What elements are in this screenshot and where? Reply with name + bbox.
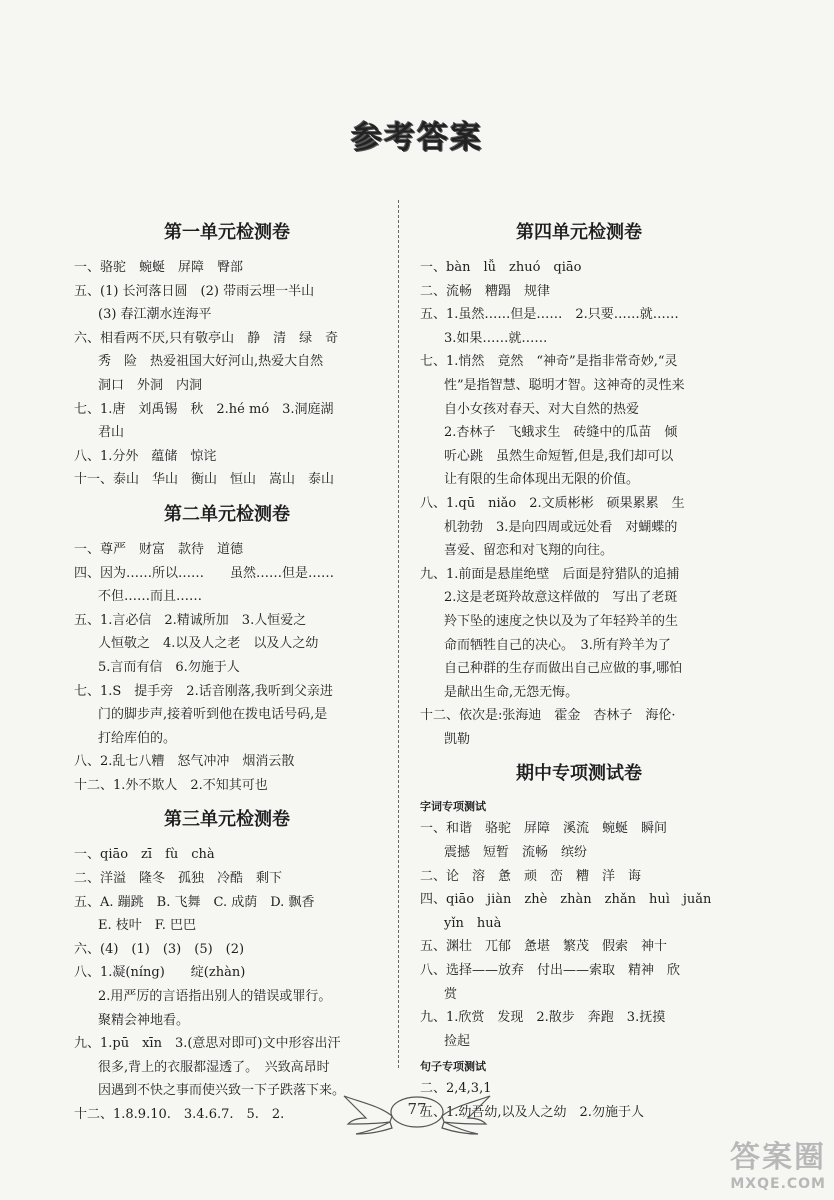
- answer-line: 性”是指智慧、聪明才智。这神奇的灵性来: [444, 377, 685, 393]
- answer-line: 四、因为……所以…… 虽然……但是……: [74, 565, 335, 581]
- answer-line: 门的脚步声,接着听到他在拨电话号码,是: [98, 707, 328, 723]
- page-number: 77: [407, 1100, 427, 1118]
- answer-line: 四、qiāo jiàn zhè zhàn zhǎn huì juǎn: [420, 892, 712, 908]
- page-number-ornament: [0, 1088, 834, 1138]
- right-column: [420, 210, 738, 1125]
- page-title: 参考答案: [351, 120, 483, 156]
- answer-line: 震撼 短暂 流畅 缤纷: [444, 845, 588, 861]
- answer-line: 自小女孩对春天、对大自然的热爱: [444, 401, 640, 417]
- answer-line: 五、(1) 长河落日圆 (2) 带雨云埋一半山: [74, 283, 315, 299]
- answer-line: 二、流畅 糟蹋 规律: [420, 283, 551, 299]
- answer-line: 秀 险 热爱祖国大好河山,热爱大自然: [98, 354, 324, 370]
- answer-line: 洞口 外洞 内洞: [98, 377, 203, 393]
- answer-line: 命而牺牲自己的决心。 3.所有羚羊为了: [444, 637, 671, 653]
- answer-line: 机勃勃 3.是向四周或远处看 对蝴蝶的: [444, 519, 678, 535]
- answer-line: 七、1.悄然 竟然 “神奇”是指非常奇妙,“灵: [420, 354, 678, 370]
- answer-line: 二、2,4,3,1: [420, 1081, 492, 1097]
- section-heading: 第二单元检测卷: [164, 503, 290, 525]
- answer-line: 十一、泰山 华山 衡山 恒山 嵩山 泰山: [74, 472, 335, 488]
- answer-line: 不但……而且……: [98, 589, 203, 605]
- answer-line: 很多,背上的衣服都湿透了。 兴致高昂时: [98, 1059, 330, 1075]
- left-column: [74, 210, 380, 1127]
- subsection-heading: 句子专项测试: [420, 1060, 486, 1074]
- answer-line: 八、选择——放弃 付出——索取 精神 欣: [420, 963, 681, 979]
- answer-line: 3.如果……就……: [444, 330, 548, 346]
- section-heading: 第三单元检测卷: [164, 809, 290, 831]
- answer-line: 君山: [98, 425, 125, 441]
- answer-line: 2.杏林子 飞蛾求生 砖缝中的瓜苗 倾: [444, 425, 678, 441]
- answer-line: 聚精会神地看。: [98, 1012, 190, 1028]
- answer-line: 五、渊壮 兀郁 惫堪 繁茂 假索 神十: [420, 939, 668, 955]
- answer-line: 九、1.前面是悬崖绝壁 后面是狩猎队的追捕: [420, 566, 680, 582]
- answer-line: 一、尊严 财富 款待 道德: [74, 541, 244, 557]
- answer-line: 因遇到不快之事而使兴致一下子跌落下来。: [98, 1083, 346, 1099]
- answer-line: yǐn huà: [444, 915, 502, 931]
- section-heading: 期中专项测试卷: [516, 763, 642, 785]
- answer-line: 二、洋溢 隆冬 孤独 冷酷 剩下: [74, 871, 283, 887]
- answer-line: 六、(4) (1) (3) (5) (2): [74, 941, 245, 957]
- watermark-main: 答案圈: [730, 1140, 826, 1175]
- answer-line: 五、1.虽然……但是…… 2.只要……就……: [420, 307, 679, 323]
- answer-line: (3) 春江潮水连海平: [98, 307, 212, 323]
- answer-line: 十二、1.外不欺人 2.不知其可也: [74, 777, 268, 793]
- answer-line: 二、论 溶 惫 顽 峦 糟 洋 诲: [420, 868, 642, 884]
- answer-line: 一、qiāo zī fù chà: [74, 847, 215, 863]
- answer-line: 喜爱、留恋和对飞翔的向往。: [444, 543, 614, 559]
- answer-line: 自己种群的生存而做出自己应做的事,哪怕: [444, 661, 683, 677]
- answer-line: E. 枝叶 F. 巴巴: [98, 918, 197, 934]
- watermark: [696, 1132, 826, 1192]
- section-heading: 第四单元检测卷: [516, 222, 642, 243]
- answer-line: 八、2.乱七八糟 怒气冲冲 烟消云散: [74, 754, 295, 770]
- answer-line: 2.用严厉的言语指出别人的错误或罪行。: [98, 989, 332, 1005]
- answer-line: 捡起: [444, 1033, 471, 1049]
- answer-line: 人恒敬之 4.以及人之老 以及人之幼: [98, 636, 319, 652]
- answer-line: 打给库伯的。: [98, 730, 177, 746]
- answer-line: 五、1.幼吾幼,以及人之幼 2.勿施于人: [420, 1105, 644, 1120]
- answer-line: 七、1.S 提手旁 2.话音刚落,我听到父亲进: [74, 683, 333, 699]
- answer-line: 五、A. 蹦跳 B. 飞舞 C. 成荫 D. 飘香: [74, 894, 315, 910]
- answer-line: 5.言而有信 6.勿施于人: [98, 659, 240, 675]
- answer-line: 五、1.言必信 2.精诚所加 3.人恒爱之: [74, 612, 307, 628]
- answer-line: 十二、依次是:张海迪 霍金 杏林子 海伦·: [420, 708, 676, 724]
- column-divider: [398, 200, 399, 1068]
- answer-line: 九、1.pū xīn 3.(意思对即可)文中形容出汗: [74, 1036, 341, 1052]
- answer-line: 十二、1.8.9.10. 3.4.6.7. 5. 2.: [74, 1107, 285, 1122]
- answer-line: 六、相看两不厌,只有敬亭山 静 清 绿 奇: [74, 330, 339, 346]
- answer-line: 赏: [444, 986, 458, 1002]
- answer-line: 让有限的生命体现出无限的价值。: [444, 472, 640, 488]
- answer-line: 八、1.分外 蕴储 惊诧: [74, 448, 217, 464]
- watermark-sub: MXQE.COM: [730, 1176, 826, 1192]
- answer-line: 一、bàn lǚ zhuó qiāo: [420, 260, 582, 275]
- section-heading: 第一单元检测卷: [164, 222, 290, 243]
- answer-line: 听心跳 虽然生命短暂,但是,我们却可以: [444, 448, 674, 464]
- answer-line: 一、骆驼 蜿蜒 屏障 臀部: [74, 260, 244, 275]
- answer-line: 一、和谐 骆驼 屏障 溪流 蜿蜒 瞬间: [420, 821, 668, 837]
- answer-line: 九、1.欣赏 发现 2.散步 奔跑 3.抚摸: [420, 1010, 666, 1026]
- answer-line: 凯勒: [444, 731, 471, 747]
- answer-line: 是献出生命,无怨无悔。: [444, 684, 579, 700]
- answer-line: 羚下坠的速度之快以及为了年轻羚羊的生: [444, 613, 679, 629]
- answer-line: 2.这是老斑羚故意这样做的 写出了老斑: [444, 590, 678, 606]
- answer-line: 八、1.qū niǎo 2.文质彬彬 硕果累累 生: [420, 495, 685, 511]
- answer-line: 七、1.唐 刘禹锡 秋 2.hé mó 3.洞庭湖: [74, 401, 334, 417]
- subsection-heading: 字词专项测试: [420, 800, 486, 814]
- answer-line: 八、1.凝(níng) 绽(zhàn): [74, 965, 246, 981]
